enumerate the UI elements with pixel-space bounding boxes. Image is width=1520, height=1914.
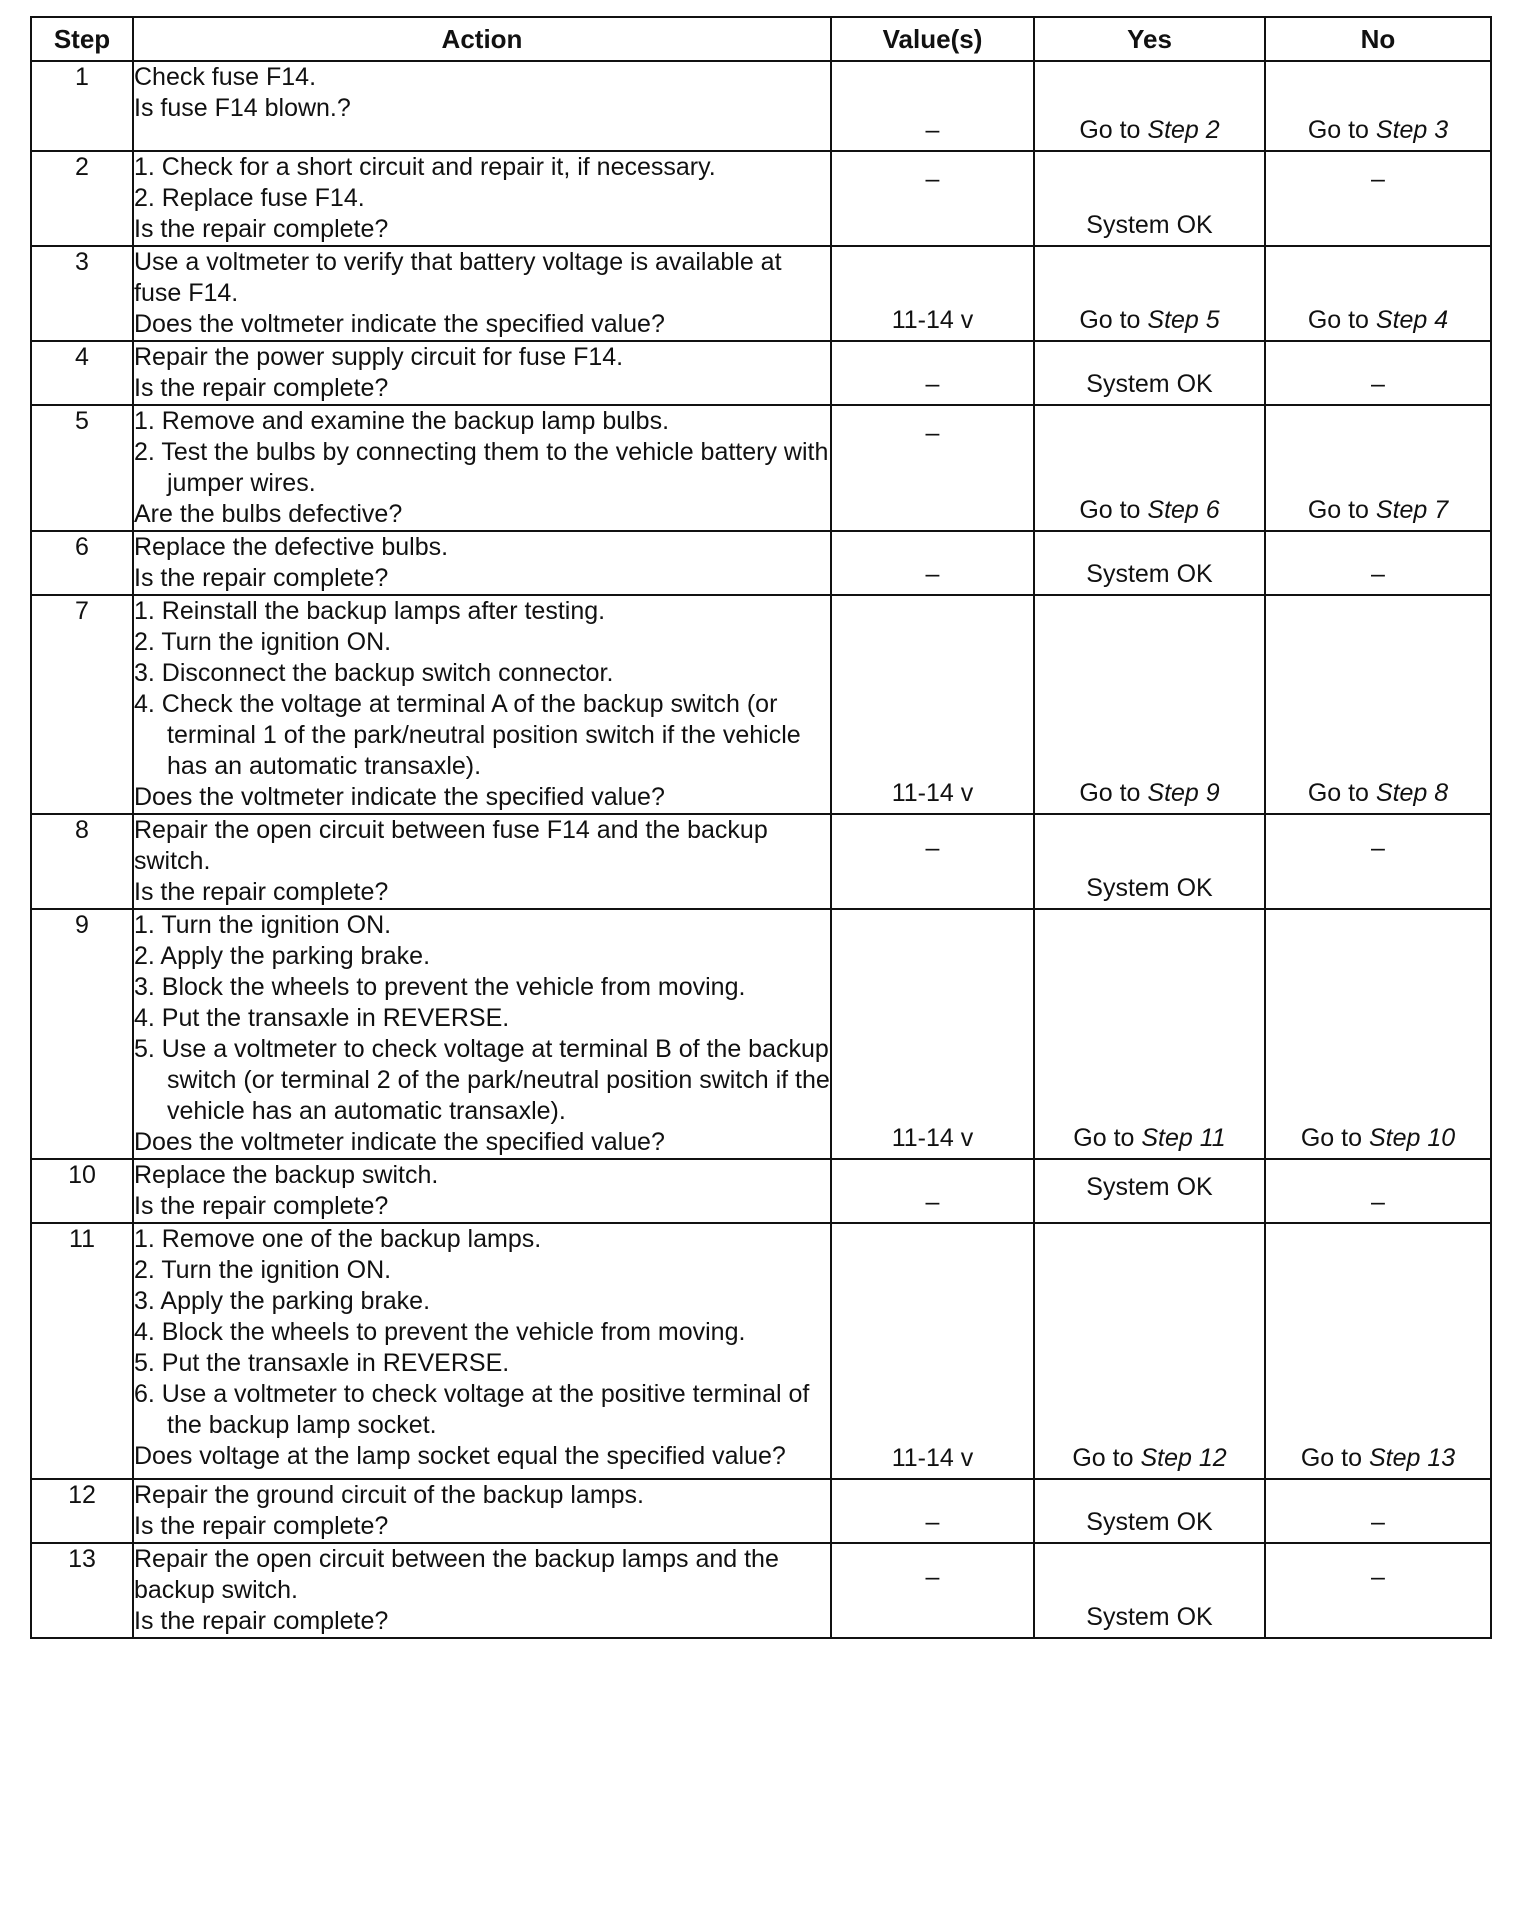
yes-outcome <box>1035 115 1264 146</box>
action-line: Repair the power supply circuit for fuse F14. <box>134 343 624 371</box>
action-line: Repair the ground circuit of the backup lamps. <box>134 1481 644 1509</box>
action-line: Use a voltmeter to verify that battery voltage is available at fuse F14. <box>134 248 782 307</box>
no-cell <box>1265 405 1491 531</box>
yes-step-link: Step 12 <box>1140 1444 1227 1472</box>
action-cell <box>133 1159 831 1223</box>
action-cell <box>133 909 831 1159</box>
yes-outcome <box>1035 1172 1264 1203</box>
yes-outcome-text: Go to <box>1079 306 1148 334</box>
no-step-link: Step 7 <box>1375 496 1449 524</box>
value-text: – <box>925 560 940 588</box>
no-outcome <box>1266 1187 1490 1218</box>
value-text: – <box>925 834 940 862</box>
yes-outcome-text: Go to <box>1072 1444 1141 1472</box>
action-line: 1. Reinstall the backup lamps after testing. <box>134 597 606 625</box>
no-outcome <box>1266 164 1490 195</box>
no-step-link: Step 13 <box>1368 1444 1456 1472</box>
action-line: 2. Turn the ignition ON. <box>134 1256 392 1284</box>
action-cell <box>133 1543 831 1638</box>
yes-outcome <box>1035 1602 1264 1633</box>
header-value: Value(s) <box>831 17 1034 61</box>
action-line: Is fuse F14 blown.? <box>134 94 351 122</box>
yes-outcome-text: Go to <box>1079 779 1148 807</box>
action-line: Repair the open circuit between the backup lamps and the backup switch. <box>134 1545 779 1604</box>
table-row <box>31 1159 1491 1223</box>
yes-outcome-text: System OK <box>1086 1603 1213 1631</box>
value-cell <box>831 151 1034 246</box>
yes-outcome-text: System OK <box>1086 370 1213 398</box>
action-line: 1. Remove and examine the backup lamp bulbs. <box>134 407 670 435</box>
yes-outcome <box>1035 873 1264 904</box>
yes-cell <box>1034 405 1265 531</box>
value-text: 11-14 v <box>891 779 974 807</box>
value-cell <box>831 1543 1034 1638</box>
value-cell <box>831 1159 1034 1223</box>
no-cell <box>1265 246 1491 341</box>
yes-outcome <box>1035 1507 1264 1538</box>
action-cell <box>133 151 831 246</box>
no-outcome <box>1266 495 1490 526</box>
no-outcome-text: Go to <box>1307 116 1376 144</box>
value-text: – <box>925 165 940 193</box>
value-text: – <box>925 419 940 447</box>
step-number: 6 <box>31 531 133 595</box>
no-cell <box>1265 61 1491 151</box>
step-number: 4 <box>31 341 133 405</box>
yes-outcome-text: System OK <box>1086 560 1213 588</box>
no-outcome-text: Go to <box>1307 306 1376 334</box>
no-step-link: Step 4 <box>1375 306 1449 334</box>
table-body <box>31 61 1491 1638</box>
action-cell <box>133 1223 831 1479</box>
no-outcome <box>1266 778 1490 809</box>
no-outcome <box>1266 1562 1490 1593</box>
yes-outcome <box>1035 559 1264 590</box>
yes-step-link: Step 5 <box>1147 306 1220 334</box>
action-line: Is the repair complete? <box>134 374 389 402</box>
table-row <box>31 531 1491 595</box>
no-cell <box>1265 151 1491 246</box>
value-text: – <box>925 1563 940 1591</box>
table-row <box>31 595 1491 814</box>
value-text: – <box>925 1188 940 1216</box>
header-no: No <box>1265 17 1491 61</box>
action-line: Check fuse F14. <box>134 63 317 91</box>
step-number: 2 <box>31 151 133 246</box>
action-line: 3. Disconnect the backup switch connector. <box>134 659 614 687</box>
yes-outcome <box>1035 1123 1264 1154</box>
no-cell <box>1265 1159 1491 1223</box>
no-outcome-text: – <box>1371 834 1385 862</box>
value-cell <box>831 531 1034 595</box>
no-outcome-text: – <box>1371 165 1385 193</box>
action-line: Is the repair complete? <box>134 215 389 243</box>
no-outcome <box>1266 833 1490 864</box>
yes-outcome <box>1035 369 1264 400</box>
yes-cell <box>1034 909 1265 1159</box>
value-text: – <box>925 370 940 398</box>
action-cell <box>133 595 831 814</box>
no-step-link: Step 8 <box>1375 779 1449 807</box>
header-row <box>31 17 1491 61</box>
no-outcome-text: – <box>1371 1188 1385 1216</box>
action-line: 5. Put the transaxle in REVERSE. <box>134 1349 510 1377</box>
action-line: Is the repair complete? <box>134 1192 389 1220</box>
table-row <box>31 246 1491 341</box>
action-line: Is the repair complete? <box>134 878 389 906</box>
value-cell <box>831 405 1034 531</box>
header-yes: Yes <box>1034 17 1265 61</box>
action-line: Replace the defective bulbs. <box>134 533 449 561</box>
yes-outcome-text: Go to <box>1073 1124 1142 1152</box>
no-cell <box>1265 1543 1491 1638</box>
table-row <box>31 1479 1491 1543</box>
yes-step-link: Step 2 <box>1147 116 1220 144</box>
value-text: – <box>925 116 940 144</box>
action-cell <box>133 814 831 909</box>
action-cell <box>133 61 831 151</box>
action-cell <box>133 341 831 405</box>
action-line: Are the bulbs defective? <box>134 500 403 528</box>
no-outcome-text: Go to <box>1307 496 1376 524</box>
step-number: 13 <box>31 1543 133 1638</box>
yes-cell <box>1034 595 1265 814</box>
action-line: 2. Turn the ignition ON. <box>134 628 392 656</box>
value-text: 11-14 v <box>891 306 974 334</box>
yes-cell <box>1034 1223 1265 1479</box>
table-row <box>31 61 1491 151</box>
action-line: 6. Use a voltmeter to check voltage at the positive terminal of the backup lamp socket. <box>134 1380 810 1439</box>
table-row <box>31 909 1491 1159</box>
value-cell <box>831 814 1034 909</box>
step-number: 10 <box>31 1159 133 1223</box>
no-cell <box>1265 531 1491 595</box>
action-cell <box>133 405 831 531</box>
no-outcome-text: – <box>1371 1508 1385 1536</box>
yes-outcome <box>1035 778 1264 809</box>
value-text: – <box>925 1508 940 1536</box>
table-row <box>31 405 1491 531</box>
yes-cell <box>1034 531 1265 595</box>
value-text: 11-14 v <box>891 1124 974 1152</box>
yes-outcome-text: Go to <box>1079 496 1148 524</box>
no-cell <box>1265 341 1491 405</box>
header-action: Action <box>133 17 831 61</box>
no-step-link: Step 10 <box>1368 1124 1456 1152</box>
value-cell <box>831 595 1034 814</box>
no-outcome <box>1266 559 1490 590</box>
table-row <box>31 1543 1491 1638</box>
no-outcome-text: Go to <box>1300 1444 1369 1472</box>
action-line: Is the repair complete? <box>134 564 389 592</box>
step-number: 12 <box>31 1479 133 1543</box>
step-number: 9 <box>31 909 133 1159</box>
no-outcome-text: Go to <box>1300 1124 1369 1152</box>
no-outcome-text: – <box>1371 1563 1385 1591</box>
diagnostic-table <box>30 16 1492 1639</box>
yes-cell <box>1034 61 1265 151</box>
yes-outcome-text: System OK <box>1086 1173 1213 1201</box>
yes-step-link: Step 11 <box>1141 1124 1226 1152</box>
action-line: Is the repair complete? <box>134 1512 389 1540</box>
action-line: 5. Use a voltmeter to check voltage at terminal B of the backup switch (or terminal 2 of the park/neutral position switch if the vehicle has an automatic transaxle). <box>134 1035 830 1125</box>
action-line: 2. Test the bulbs by connecting them to the vehicle battery with jumper wires. <box>134 438 829 497</box>
no-outcome <box>1266 369 1490 400</box>
table-row <box>31 814 1491 909</box>
action-line: 1. Turn the ignition ON. <box>134 911 392 939</box>
yes-outcome-text: System OK <box>1086 1508 1213 1536</box>
no-cell <box>1265 595 1491 814</box>
action-line: 1. Check for a short circuit and repair it, if necessary. <box>134 153 716 181</box>
yes-outcome <box>1035 1443 1264 1474</box>
action-line: Repair the open circuit between fuse F14 and the backup switch. <box>134 816 768 875</box>
yes-step-link: Step 6 <box>1147 496 1220 524</box>
yes-outcome-text: Go to <box>1079 116 1148 144</box>
value-text: 11-14 v <box>891 1444 974 1472</box>
action-line: 4. Put the transaxle in REVERSE. <box>134 1004 510 1032</box>
action-line: Replace the backup switch. <box>134 1161 439 1189</box>
header-step: Step <box>31 17 133 61</box>
step-number: 5 <box>31 405 133 531</box>
step-number: 1 <box>31 61 133 151</box>
no-cell <box>1265 814 1491 909</box>
action-line: 3. Block the wheels to prevent the vehicle from moving. <box>134 973 746 1001</box>
yes-cell <box>1034 1159 1265 1223</box>
action-cell <box>133 1479 831 1543</box>
no-outcome <box>1266 305 1490 336</box>
value-cell <box>831 246 1034 341</box>
no-cell <box>1265 909 1491 1159</box>
action-cell <box>133 531 831 595</box>
action-line: 3. Apply the parking brake. <box>134 1287 431 1315</box>
yes-cell <box>1034 814 1265 909</box>
table-row <box>31 151 1491 246</box>
value-cell <box>831 341 1034 405</box>
no-outcome <box>1266 1507 1490 1538</box>
table-row <box>31 1223 1491 1479</box>
step-number: 11 <box>31 1223 133 1479</box>
action-line: Does the voltmeter indicate the specified value? <box>134 1128 665 1156</box>
yes-outcome <box>1035 210 1264 241</box>
yes-outcome-text: System OK <box>1086 874 1213 902</box>
value-cell <box>831 61 1034 151</box>
action-line: Does voltage at the lamp socket equal the specified value? <box>134 1442 786 1470</box>
no-outcome-text: Go to <box>1307 779 1376 807</box>
no-outcome <box>1266 1443 1490 1474</box>
step-number: 3 <box>31 246 133 341</box>
table-row <box>31 341 1491 405</box>
no-outcome <box>1266 115 1490 146</box>
action-cell <box>133 246 831 341</box>
no-outcome-text: – <box>1371 560 1385 588</box>
no-outcome-text: – <box>1371 370 1385 398</box>
yes-cell <box>1034 341 1265 405</box>
yes-cell <box>1034 1543 1265 1638</box>
yes-outcome <box>1035 305 1264 336</box>
no-outcome <box>1266 1123 1490 1154</box>
yes-cell <box>1034 151 1265 246</box>
action-line: 4. Block the wheels to prevent the vehicle from moving. <box>134 1318 746 1346</box>
yes-cell <box>1034 246 1265 341</box>
value-cell <box>831 909 1034 1159</box>
yes-step-link: Step 9 <box>1147 779 1220 807</box>
yes-outcome-text: System OK <box>1086 211 1213 239</box>
no-cell <box>1265 1479 1491 1543</box>
no-cell <box>1265 1223 1491 1479</box>
yes-outcome <box>1035 495 1264 526</box>
action-line: 2. Replace fuse F14. <box>134 184 365 212</box>
step-number: 7 <box>31 595 133 814</box>
action-line: 4. Check the voltage at terminal A of the backup switch (or terminal 1 of the park/neutral position switch if the vehicle has an automatic transaxle). <box>134 690 801 780</box>
step-number: 8 <box>31 814 133 909</box>
action-line: 1. Remove one of the backup lamps. <box>134 1225 542 1253</box>
action-line: 2. Apply the parking brake. <box>134 942 431 970</box>
value-cell <box>831 1223 1034 1479</box>
yes-cell <box>1034 1479 1265 1543</box>
action-line: Does the voltmeter indicate the specified value? <box>134 783 665 811</box>
value-cell <box>831 1479 1034 1543</box>
action-line: Does the voltmeter indicate the specified value? <box>134 310 665 338</box>
action-line: Is the repair complete? <box>134 1607 389 1635</box>
no-step-link: Step 3 <box>1375 116 1449 144</box>
